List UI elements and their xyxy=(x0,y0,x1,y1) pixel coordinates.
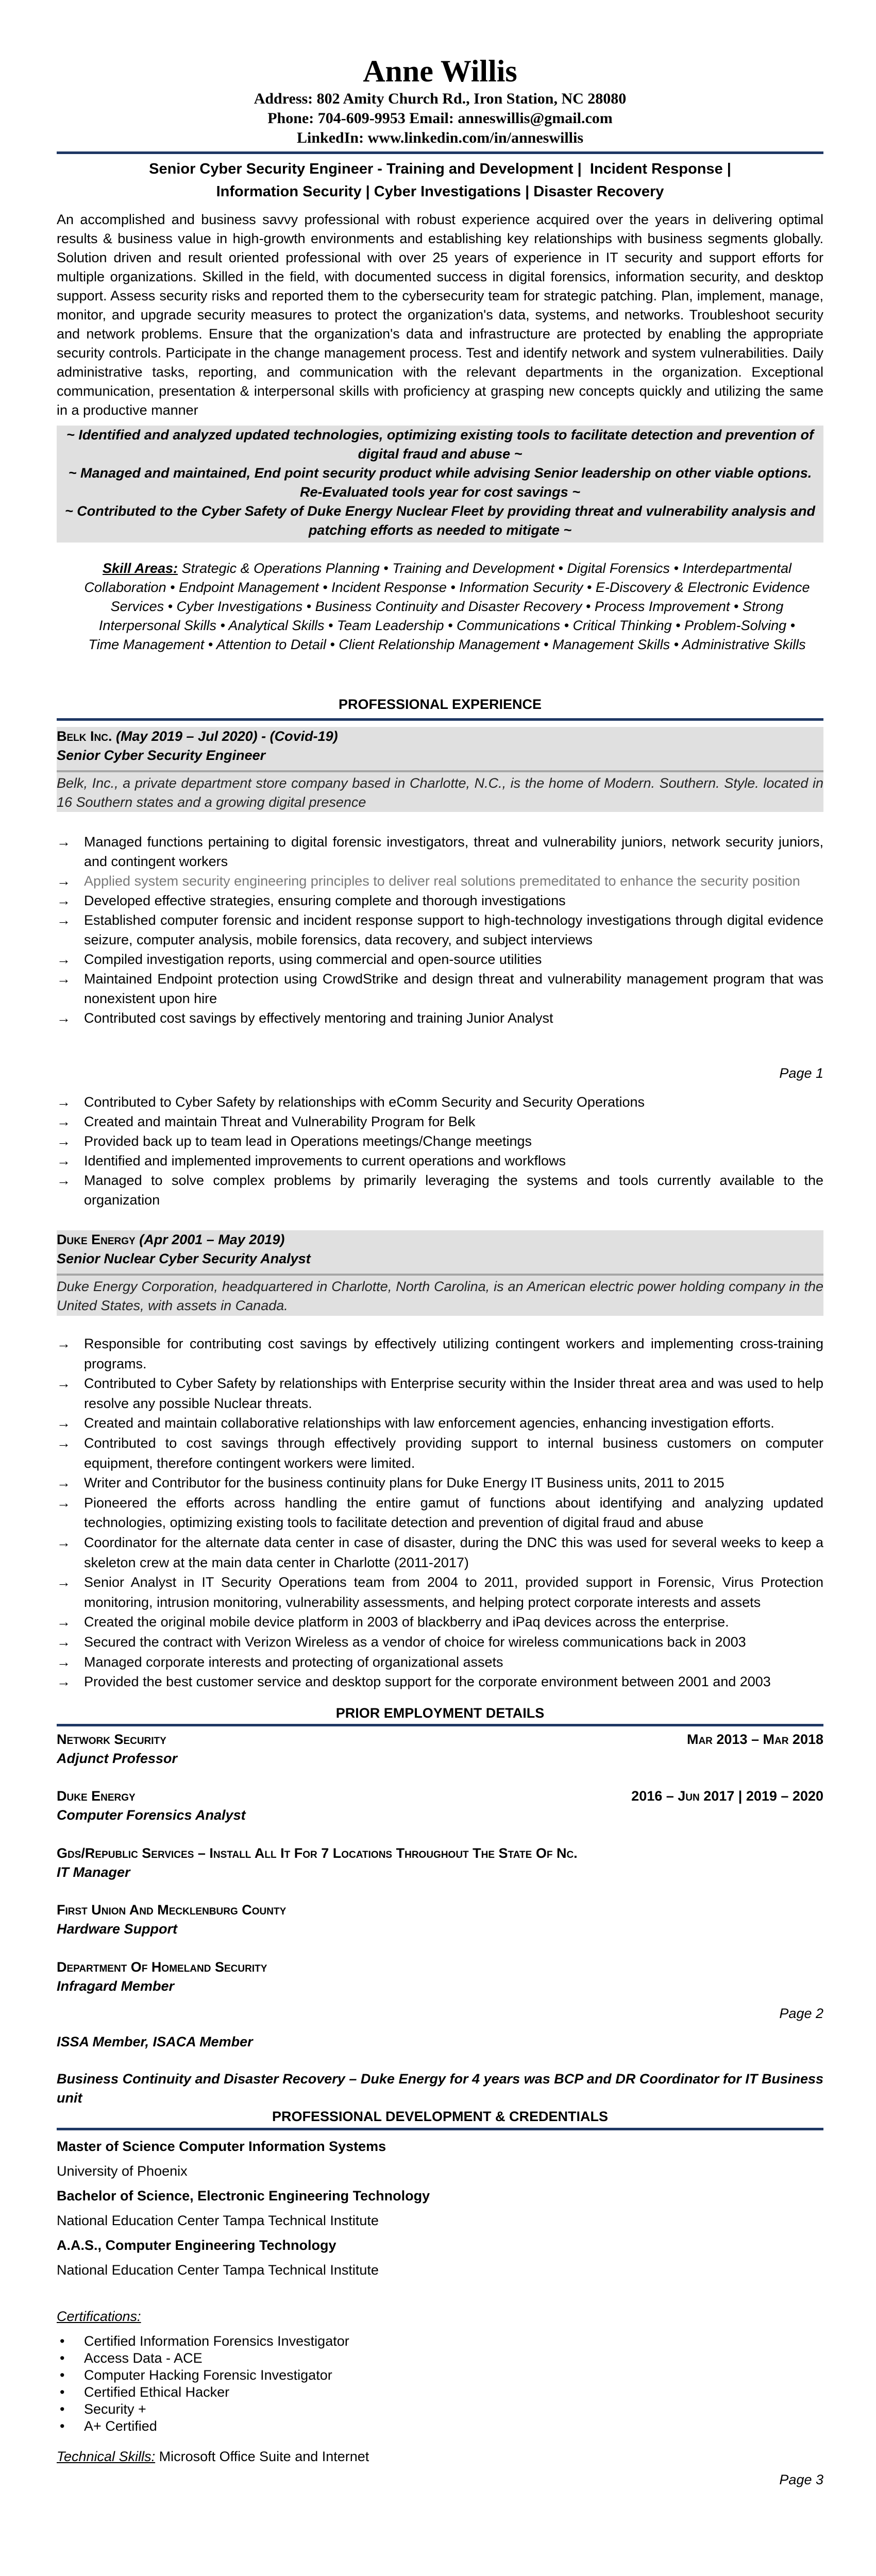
list-item xyxy=(57,1131,823,1151)
arrow-icon: → xyxy=(57,1376,71,1392)
prior-entry xyxy=(57,1787,823,1825)
org-name: Gds/Republic Services – Install All It For 7 Locations Throughout The State Of Nc. xyxy=(57,1845,578,1861)
org-name: Network Security xyxy=(57,1732,166,1747)
bullet-text: Managed functions pertaining to digital forensic investigators, threat and vulnerability juniors, network security juniors, and contingent workers xyxy=(84,834,823,869)
job-title: Senior Nuclear Cyber Security Analyst xyxy=(57,1251,311,1266)
arrow-icon: → xyxy=(57,1336,71,1351)
section-heading-prior: PRIOR EMPLOYMENT DETAILS xyxy=(335,1705,545,1721)
bullet-text: Created and maintain Threat and Vulnerability Program for Belk xyxy=(84,1114,476,1129)
job-dates: (Apr 2001 – May 2019) xyxy=(135,1232,285,1247)
bullet-text: Provided the best customer service and desktop support for the corporate environment between 2001 and 2003 xyxy=(84,1674,771,1690)
arrow-icon: → xyxy=(57,1654,71,1670)
memberships: ISSA Member, ISACA Member xyxy=(57,2034,253,2049)
list-item xyxy=(57,1672,823,1692)
list-item xyxy=(57,2418,823,2435)
bullet-text: Provided back up to team lead in Operations meetings/Change meetings xyxy=(84,1133,532,1149)
arrow-icon: → xyxy=(57,1173,71,1188)
role: Adjunct Professor xyxy=(57,1751,178,1766)
bullet-text: Contributed to cost savings through effectively providing support to internal business customers on computer equipment, therefore contingent workers were limited. xyxy=(84,1435,823,1471)
arrow-icon: → xyxy=(57,952,71,967)
degree: A.A.S., Computer Engineering Technology xyxy=(57,2238,336,2253)
list-item xyxy=(57,2401,823,2418)
arrow-icon: → xyxy=(57,873,71,889)
bullet-text: Created and maintain collaborative relationships with law enforcement agencies, enhancing investigation efforts. xyxy=(84,1415,774,1431)
arrow-icon: → xyxy=(57,1614,71,1630)
bullet-text: Responsible for contributing cost savings by effectively utilizing contingent workers and implementing cross-training programs. xyxy=(84,1336,823,1371)
list-item xyxy=(57,1652,823,1672)
bullet-text: Established computer forensic and incident response support to high-technology investigations through digital evidence seizure, computer analysis, mobile forensics, data recovery, and subject interviews xyxy=(84,912,823,947)
school: University of Phoenix xyxy=(57,2163,188,2179)
headline-line-1: Senior Cyber Security Engineer - Training and Development | Incident Response | xyxy=(149,161,731,177)
section-heading-experience: PROFESSIONAL EXPERIENCE xyxy=(338,697,542,712)
education-list xyxy=(57,2134,823,2282)
linkedin: LinkedIn: www.linkedin.com/in/anneswillis xyxy=(297,129,583,146)
bullet-text: Secured the contract with Verizon Wireless as a vendor of choice for wireless communications back in 2003 xyxy=(84,1634,746,1650)
cert-text: Certified Information Forensics Investigator xyxy=(84,2333,349,2349)
bullet-icon: • xyxy=(60,2384,65,2400)
prior-entry xyxy=(57,1730,823,1768)
role: Computer Forensics Analyst xyxy=(57,1807,246,1823)
list-item xyxy=(57,2384,823,2401)
technical-skills xyxy=(57,2447,823,2466)
arrow-icon: → xyxy=(57,1010,71,1026)
highlights-box xyxy=(57,426,823,543)
bullet-text: Contributed to Cyber Safety by relationships with Enterprise security within the Insider threat area and was used to help resolve any possible Nuclear threats. xyxy=(84,1376,823,1411)
list-item xyxy=(57,1151,823,1171)
job-dates: (May 2019 – Jul 2020) - (Covid-19) xyxy=(112,728,338,744)
cert-text: Computer Hacking Forensic Investigator xyxy=(84,2367,332,2383)
arrow-icon: → xyxy=(57,834,71,850)
bullet-text: Maintained Endpoint protection using CrowdStrike and design threat and vulnerability management program that was nonexistent upon hire xyxy=(84,971,823,1006)
list-item xyxy=(57,2333,823,2350)
separator xyxy=(57,770,823,772)
bullet-text: Managed to solve complex problems by primarily leveraging the systems and tools currently available to the organization xyxy=(84,1173,823,1208)
org-dates: 2016 – Jun 2017 | 2019 – 2020 xyxy=(631,1788,823,1804)
role: Hardware Support xyxy=(57,1921,178,1937)
degree: Bachelor of Science, Electronic Engineering Technology xyxy=(57,2188,430,2204)
highlight: ~ Contributed to the Cyber Safety of Duke Energy Nuclear Fleet by providing threat and vulnerability analysis and patching efforts as needed to mitigate ~ xyxy=(64,503,816,538)
school: National Education Center Tampa Technical Institute xyxy=(57,2213,379,2228)
list-item xyxy=(57,1092,823,1112)
job-header-belk xyxy=(57,727,823,812)
resume-page-3 xyxy=(0,2027,876,2491)
prior-entry xyxy=(57,1958,823,1996)
contact-block xyxy=(57,89,823,148)
job-title: Senior Cyber Security Engineer xyxy=(57,748,266,763)
list-item xyxy=(57,1008,823,1028)
bullet-text: Created the original mobile device platform in 2003 of blackberry and iPaq devices across the enterprise. xyxy=(84,1614,729,1630)
role: IT Manager xyxy=(57,1865,130,1880)
arrow-icon: → xyxy=(57,912,71,928)
skill-areas-text: Strategic & Operations Planning • Training and Development • Digital Forensics • Interdepartmental Collaboration • Endpoint Management • Incident Response • Information Security • E-Discovery & Electronic Evidence Services • Cyber Investigations • Business Continuity and Disaster Recovery • Process Improvement • Strong Interpersonal Skills • Analytical Skills • Team Leadership • Communications • Critical Thinking • Problem-Solving • Time Management • Attention to Detail • Client Relationship Management • Management Skills • Administrative Skills xyxy=(84,561,810,652)
list-item xyxy=(57,1112,823,1131)
org-name: Duke Energy xyxy=(57,1788,136,1804)
bullet-text: Writer and Contributor for the business continuity plans for Duke Energy IT Business units, 2011 to 2015 xyxy=(84,1475,725,1491)
summary: An accomplished and business savvy professional with robust experience acquired over the years in delivering optimal results & business value in high-growth environments and establishing key relationships with business segments globally. Solution driven and result oriented professional with over 25 years of experience in IT security and support efforts for multiple organizations. Skilled in the field, with documented success in digital forensics, information security, and desktop support. Assess security risks and reported them to the cybersecurity team for strategic patching. Plan, implement, manage, monitor, and upgrade security measures to protect the organization's data, systems, and networks. Troubleshoot security and network problems. Ensure that the organization's data and infrastructure are protected by enabling the appropriate security controls. Participate in the change management process. Test and identify network and system vulnerabilities. Daily administrative tasks, reporting, and communication with the relevant departments in the organization. Exceptional communication, presentation & interpersonal skills with proficiency at grasping new concepts quickly and utilizing the same in a productive manner xyxy=(57,212,823,418)
page-number: Page 1 xyxy=(779,1065,823,1081)
list-item xyxy=(57,1433,823,1473)
org-dates: Mar 2013 – Mar 2018 xyxy=(686,1732,823,1747)
prior-entry xyxy=(57,1901,823,1939)
resume-page-2 xyxy=(0,1087,876,2027)
divider xyxy=(57,151,823,154)
list-item xyxy=(57,950,823,969)
bullet-text: Contributed to Cyber Safety by relationships with eComm Security and Security Operations xyxy=(84,1094,645,1110)
arrow-icon: → xyxy=(57,1133,71,1149)
arrow-icon: → xyxy=(57,1415,71,1431)
arrow-icon: → xyxy=(57,1094,71,1110)
org-name: First Union And Mecklenburg County xyxy=(57,1902,287,1918)
arrow-icon: → xyxy=(57,1495,71,1511)
school: National Education Center Tampa Technical Institute xyxy=(57,2262,379,2278)
belk-bullets xyxy=(57,832,823,1028)
arrow-icon: → xyxy=(57,1634,71,1650)
bullet-icon: • xyxy=(60,2333,65,2349)
duke-bullets xyxy=(57,1334,823,1692)
company-description: Belk, Inc., a private department store company based in Charlotte, N.C., is the home of Modern. Southern. Style. located in 16 Southern states and a growing digital presence xyxy=(57,775,823,810)
bullet-icon: • xyxy=(60,2401,65,2417)
arrow-icon: → xyxy=(57,971,71,987)
arrow-icon: → xyxy=(57,1435,71,1451)
list-item xyxy=(57,832,823,871)
divider xyxy=(57,1724,823,1726)
bullet-text: Coordinator for the alternate data center in case of disaster, during the DNC this was used for several weeks to keep a skeleton crew at the main data center in Charlotte (2011-2017) xyxy=(84,1534,823,1570)
certifications-list xyxy=(57,2333,823,2435)
cert-text: A+ Certified xyxy=(84,2418,157,2434)
arrow-icon: → xyxy=(57,1674,71,1690)
section-heading-credentials: PROFESSIONAL DEVELOPMENT & CREDENTIALS xyxy=(272,2109,609,2124)
bullet-text: Senior Analyst in IT Security Operations team from 2004 to 2011, provided support in Forensic, Virus Protection monitoring, intrusion monitoring, vulnerability assessments, and helping protect corporate interests and assets xyxy=(84,1574,823,1610)
divider xyxy=(57,718,823,721)
bullet-text: Contributed cost savings by effectively mentoring and training Junior Analyst xyxy=(84,1010,553,1026)
list-item xyxy=(57,1473,823,1493)
technical-skills-text: Microsoft Office Suite and Internet xyxy=(155,2449,369,2464)
bullet-text: Pioneered the efforts across handling the entire gamut of functions about identifying and analyzing updated technologies, optimizing existing tools to facilitate detection and prevention of digital fraud and abuse xyxy=(84,1495,823,1531)
company-name: Belk Inc. xyxy=(57,728,112,744)
job-header-duke xyxy=(57,1230,823,1316)
skill-areas-label: Skill Areas: xyxy=(102,561,178,576)
arrow-icon: → xyxy=(57,1153,71,1168)
degree: Master of Science Computer Information Systems xyxy=(57,2139,386,2154)
list-item xyxy=(57,969,823,1008)
cert-text: Access Data - ACE xyxy=(84,2350,203,2366)
bullet-text: Compiled investigation reports, using commercial and open-source utilities xyxy=(84,952,542,967)
company-description: Duke Energy Corporation, headquartered in Charlotte, North Carolina, is an American electric power holding company in the United States, with assets in Canada. xyxy=(57,1279,823,1313)
bullet-icon: • xyxy=(60,2367,65,2383)
list-item xyxy=(57,891,823,910)
highlight: ~ Managed and maintained, End point security product while advising Senior leadership on other viable options. Re-Evaluated tools year for cost savings ~ xyxy=(68,465,812,500)
list-item xyxy=(57,1533,823,1572)
bullet-icon: • xyxy=(60,2350,65,2366)
resume-page-1 xyxy=(0,0,876,1087)
bullet-icon: • xyxy=(60,2418,65,2434)
bullet-text: Managed corporate interests and protecting of organizational assets xyxy=(84,1654,503,1670)
belk-bullets-continued xyxy=(57,1092,823,1210)
phone-email: Phone: 704-609-9953 Email: anneswillis@gmail.com xyxy=(267,110,613,127)
certifications-label: Certifications: xyxy=(57,2309,141,2324)
page-number: Page 2 xyxy=(779,2006,823,2021)
bcdr-note: Business Continuity and Disaster Recovery – Duke Energy for 4 years was BCP and DR Coordinator for IT Business unit xyxy=(57,2071,823,2106)
bullet-text: Applied system security engineering principles to deliver real solutions premeditated to enhance the security position xyxy=(84,873,800,889)
technical-skills-label: Technical Skills: xyxy=(57,2449,156,2464)
role: Infragard Member xyxy=(57,1978,175,1994)
arrow-icon: → xyxy=(57,1475,71,1491)
cert-text: Certified Ethical Hacker xyxy=(84,2384,230,2400)
separator xyxy=(57,1274,823,1276)
highlight: ~ Identified and analyzed updated technologies, optimizing existing tools to facilitate detection and prevention of digital fraud and abuse ~ xyxy=(66,427,814,462)
arrow-icon: → xyxy=(57,893,71,908)
bullet-text: Developed effective strategies, ensuring complete and thorough investigations xyxy=(84,893,566,908)
cert-text: Security + xyxy=(84,2401,146,2417)
list-item xyxy=(57,1413,823,1433)
arrow-icon: → xyxy=(57,1114,71,1129)
list-item xyxy=(57,1334,823,1374)
list-item xyxy=(57,2367,823,2384)
list-item xyxy=(57,1572,823,1612)
arrow-icon: → xyxy=(57,1534,71,1550)
list-item xyxy=(57,1374,823,1413)
page-number: Page 3 xyxy=(779,2472,823,2487)
headline xyxy=(57,158,823,203)
org-name: Department Of Homeland Security xyxy=(57,1959,267,1975)
headline-line-2: Information Security | Cyber Investigations | Disaster Recovery xyxy=(216,183,664,200)
list-item xyxy=(57,1171,823,1210)
list-item xyxy=(57,1632,823,1652)
candidate-name: Anne Willis xyxy=(363,54,517,88)
bullet-text: Identified and implemented improvements to current operations and workflows xyxy=(84,1153,566,1168)
list-item xyxy=(57,2350,823,2367)
address: Address: 802 Amity Church Rd., Iron Station, NC 28080 xyxy=(254,90,627,107)
skill-areas xyxy=(84,559,810,654)
arrow-icon: → xyxy=(57,1574,71,1590)
prior-entry xyxy=(57,1844,823,1882)
list-item xyxy=(57,1612,823,1632)
list-item xyxy=(57,910,823,950)
list-item xyxy=(57,1493,823,1533)
list-item xyxy=(57,871,823,891)
divider xyxy=(57,2128,823,2130)
company-name: Duke Energy xyxy=(57,1232,136,1247)
